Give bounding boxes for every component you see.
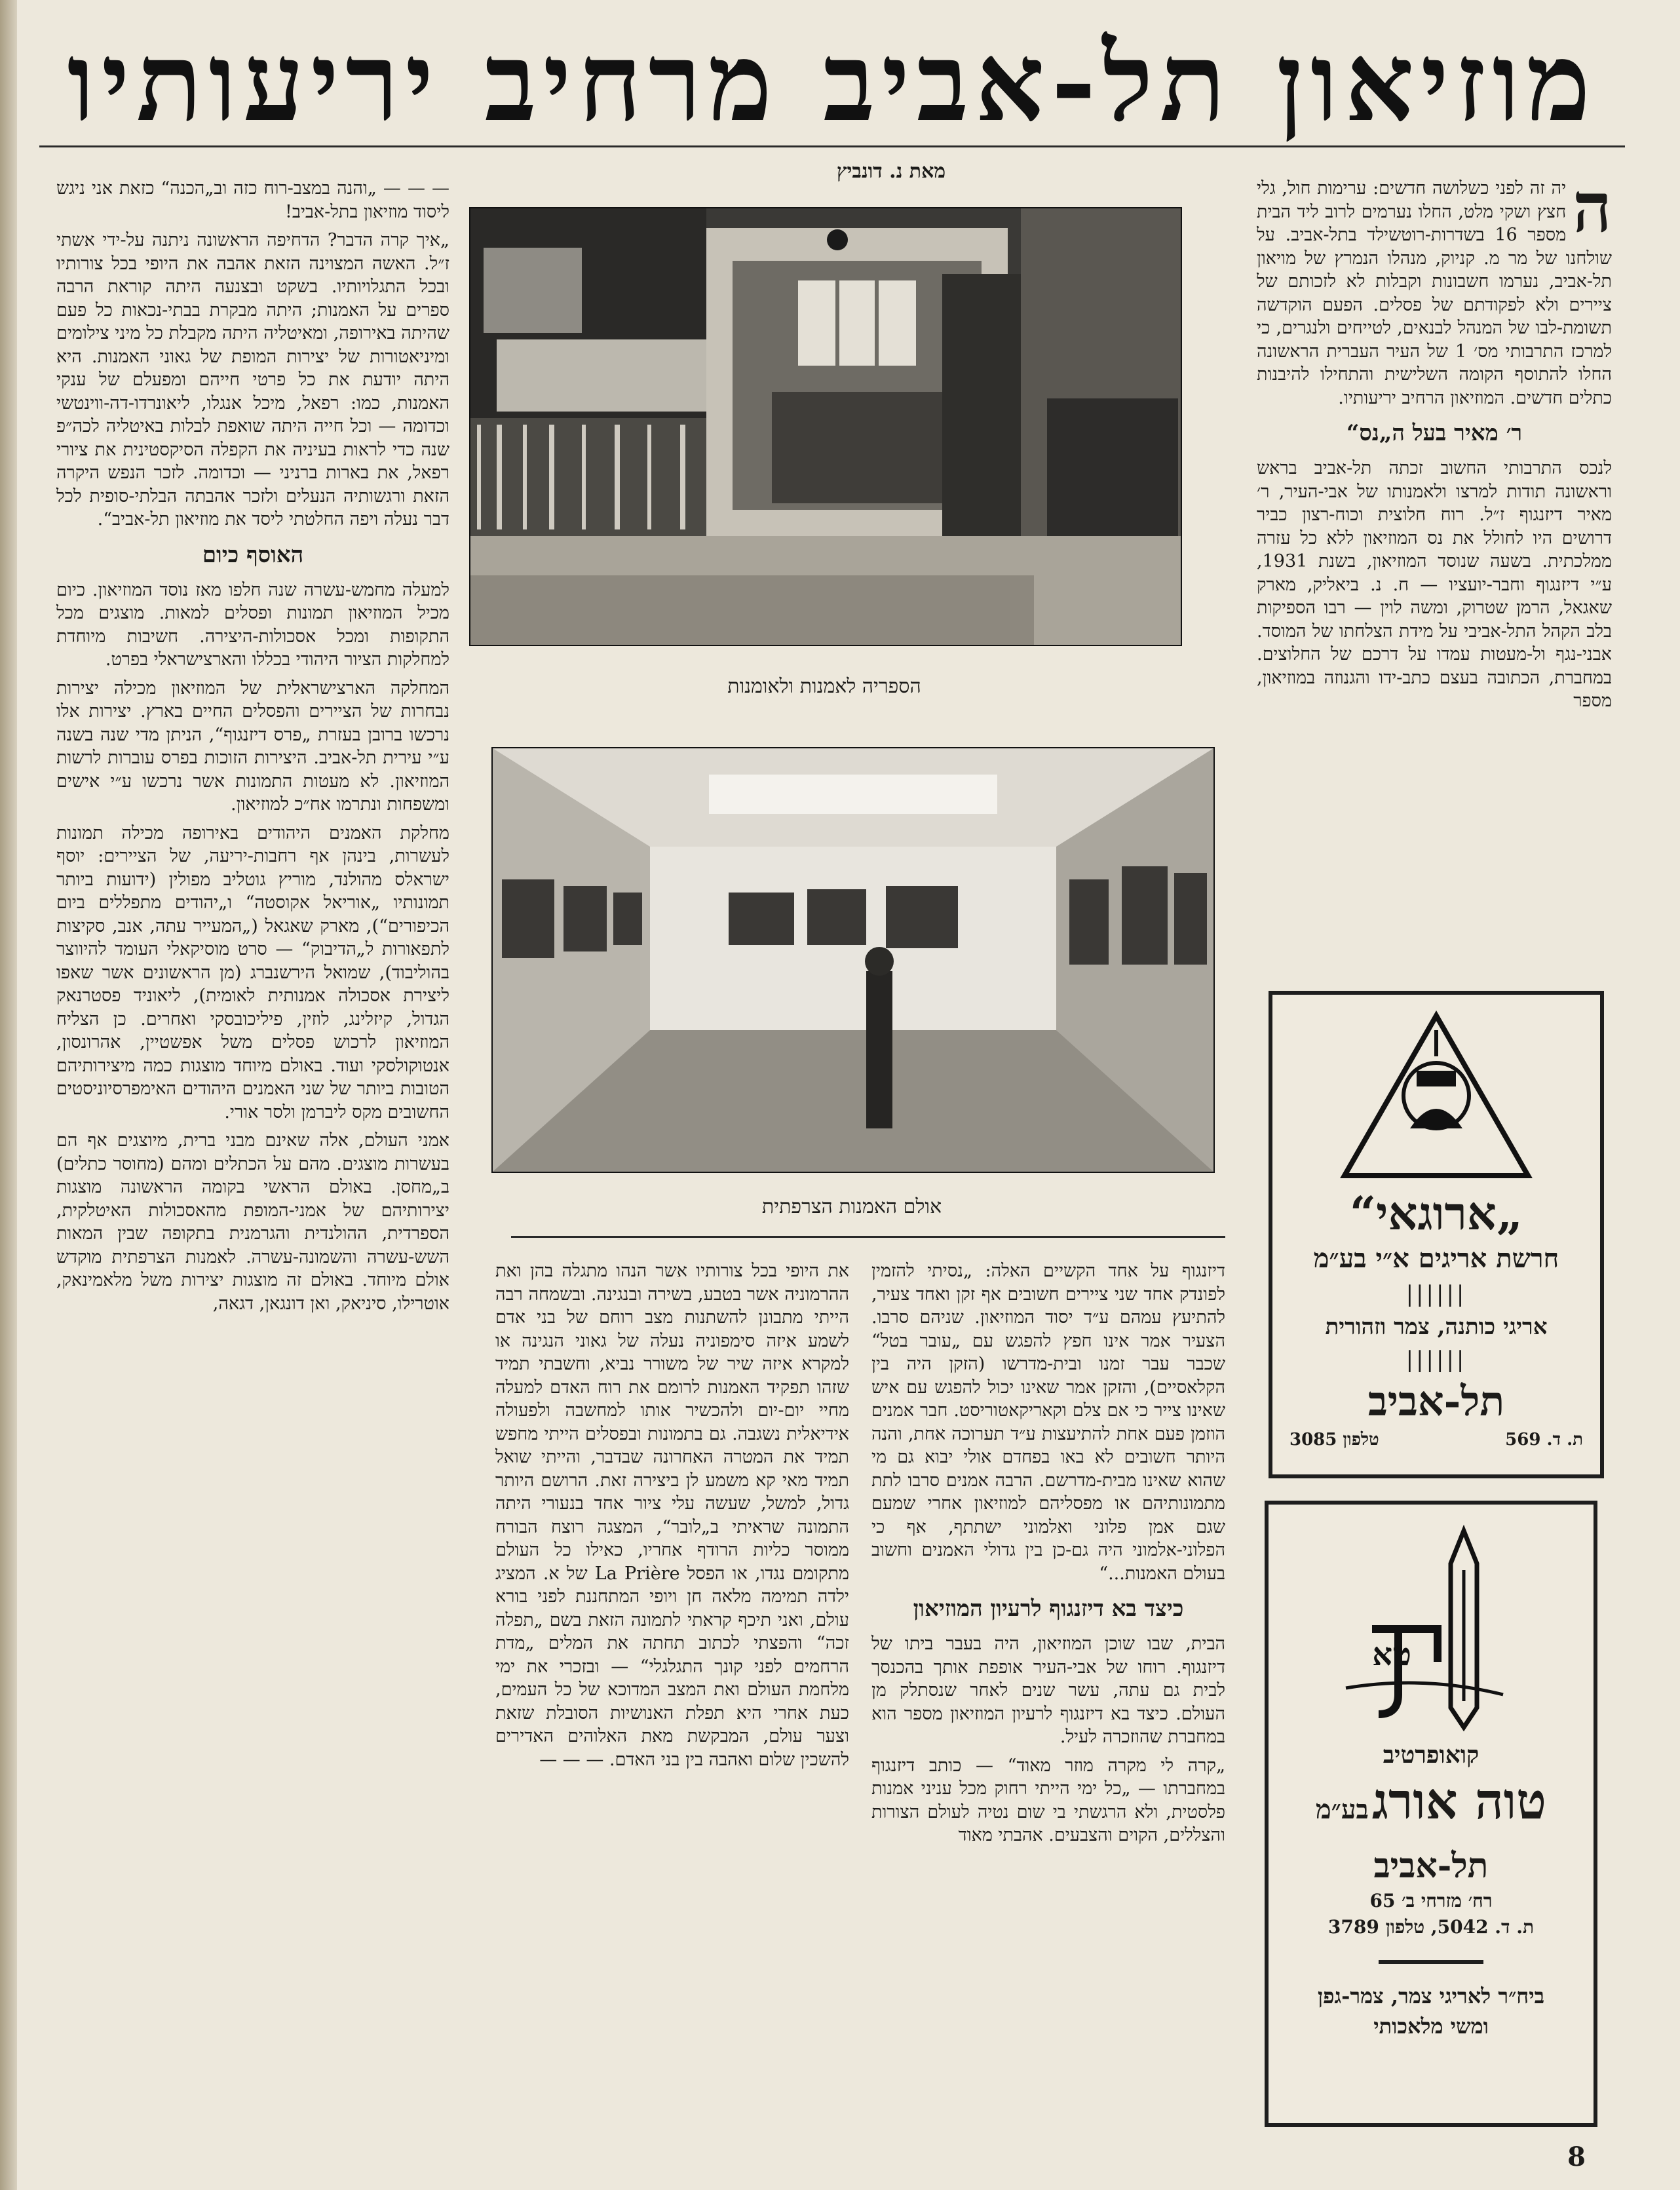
subheading: כיצד בא דיזנגוף לרעיון המוזיאון — [913, 1596, 1184, 1622]
arogai-city: תל-אביב — [1367, 1377, 1505, 1425]
subheading: האוסף כיום — [202, 541, 304, 568]
paragraph: לנכס התרבותי החשוב זכתה תל-אביב בראש וראשונה תודות למרצו ולאמנותו של אבי-העיר, ר׳ מאיר דיזנגוף ז״ל. רוח חלוצית וכוח-רצון כביר דרושים היו לחולל את נס המוזיאון ללא כל עזרה ממלכתית. בשעה שנוסד המוזיאון, בשנת 1931, ע״י דיזנגוף וחבר-יועציו — ח. נ. ביאליק, מארק שאגאל, הרמן שטרוק, ומשה לוין — רבו הספיקות בלב הקהל התל-אביבי על מידת הצלחתו של המוסד. אבני-נגף ול-מעטות עמדו על דרכם של החלוצים. במחברת, הכתובה בעצם כתב-ידו והגנוזה במוזיאון, מספר — [1257, 458, 1612, 711]
arogai-logo-icon — [1338, 1010, 1535, 1181]
paragraph: „קרה לי מקרה מוזר מאוד“ — כותב דיזנגוף במחברתו — „כל ימי הייתי רחוק מכל עניני אמנות פלסטית, ולא הרגשתי בי שום נטיה לעולם הצורות והצללים, הקוים והצבעים. אהבתי מאוד — [871, 1755, 1225, 1845]
ornament-divider: |||||| — [1405, 1347, 1467, 1373]
library-photo-image — [470, 208, 1181, 645]
toveh-street: רח׳ מזרחי ב׳ 65 — [1369, 1890, 1493, 1911]
paragraph: הבית, שבו שוכן המוזיאון, היה בעבר ביתו של דיזנגוף. רוחו של אבי-העיר אופפת אותך בהכנסך לבית גם עתה, עשר שנים לאחר שנסתלק מן העולם. כיצד בא דיזנגוף לרעיון המוזיאון מספר הוא במחברת שהוזכרה לעיל. — [871, 1634, 1225, 1747]
ad-divider — [1379, 1960, 1483, 1964]
toveh-coop: קואופרטיב — [1383, 1741, 1480, 1769]
paragraph: — — — „והנה במצב-רוח כזה וב„הכנה“ כזאת אני ניגש ליסוד מוזיאון בתל-אביב! — [56, 178, 449, 222]
right-column — [1257, 177, 1612, 970]
arogai-pobox: ת. ד. 569 — [1505, 1430, 1583, 1450]
drop-cap: ה — [1573, 177, 1612, 248]
paragraph: המחלקה הארצישראלית של המוזיאון מכילה יצירות נבחרות של הציירים והפסלים החיים בארץ. יצירות אלו נרכשו ברובן בעזרת „פרס דיזנגוף“, הניתן מדי שנה בשנה ע״י עירית תל-אביב. היצירות הזוכות בפרס עוברות לרשות המוזיאון. לא מעטות התמונות אשר נרכשו ע״י אישים ומשפחות ונתרמו אח״כ למוזיאון. — [56, 678, 449, 815]
toveh-name: טוה אורג — [1371, 1772, 1547, 1830]
paragraph: למעלה מחמש-עשרה שנה חלפו מאז נוסד המוזיאון. כיום מכיל המוזיאון תמונות ופסלים למאות. מוצגים מכל התקופות ומכל אסכולות-היצירה. חשיבות מיוחדת למחלקות הציור היהודי בכללו והארצישראלי בפרט. — [56, 579, 449, 670]
toveh-footer1: ביח״ר לאריגי צמר, צמר-גפן — [1317, 1984, 1545, 2008]
page-number: 8 — [1567, 2142, 1586, 2172]
paragraph: אמני העולם, אלה שאינם מבני ברית, מיוצגים אף הם בעשרות מוצגים. מהם על הכתלים ומהם (מחוסר כתלים) ב„מחסן. באולם הראשי בקומה הראשונה מוצגות יצירותיהם של אמני-המופת מהאסכולות האיטלקית, הספרדית, ההולנדית והגרמנית בתקופה שבין המאות השש-עשרה והשמונה-עשרה. לאמנות הצרפתית מוקדש אולם מיוחד. באולם זה מוצגות יצירות משל מלאמינאק, אוטרילו, סיניאק, ואן דונגאן, דגאה, — [56, 1130, 449, 1314]
toveh-footer2: ומשי מלאכותי — [1373, 2014, 1489, 2039]
shuttle-logo-text: טא — [1372, 1636, 1411, 1673]
arogai-phone: טלפון 3085 — [1289, 1430, 1379, 1450]
arogai-line1: חרשת אריגים א״י בע״מ — [1313, 1243, 1559, 1274]
headline: מוזיאון תל-אביב מרחיב יריעותיו — [67, 20, 1597, 144]
paragraph: דיזנגוף על אחד הקשיים האלה: „נסיתי להזמין לפונדק אחד שני ציירים חשובים אף זקן ואחד צעיר, להתיעץ עמהם ע״ד יסוד המוזיאון. שניהם סרבו. הצעיר אמר אינו חפץ להפגש עם „עובר בטל“ שכבר עבר זמנו ובית-מדרשו (הזקן היה בין הקלאסיים), והזקן אמר שאינו יכול להפגש עם איש שאינו צייר כי אם צלם וקאריקאטוריסט. חבר אמנים הוזמן פעם אחת להתיעצות ע״ד תערוכה אחת, והנה היותר חשובים לא באו בפחדם אולי יבוא גם מי שהוא שאינו מבית-מדרשם. הרבה אמנים סרבו לתת מתמונותיהם או מפסליהם למוזיאון אחרי שמעם שגם אמן פלוני ואלמוני ישתתף, אף כי הפלוני-אלמוני היה גם-כן בין גדולי האמנים וחשוב בעולם האמנות...“ — [871, 1261, 1225, 1584]
arogai-name: „ארוגאי“ — [1349, 1186, 1523, 1240]
arogai-line2: אריגי כותנה, צמר וזהורית — [1325, 1314, 1548, 1340]
ornament-divider: |||||| — [1405, 1281, 1467, 1307]
paragraph: את היופי בכל צורותיו אשר הנהו מתגלה בהן ואת ההרמוניה אשר בטבע, בשירה ובנגינה. ובשמחה רבה הייתי מתבונן להשתנות מצב רוחם של בני אדם לשמע איזה סימפוניה נעלה של גאוני הנגינה או למקרא איזה שיר של משורר נביא, וחשבתי תמיד שזהו תפקיד האמנות לרומם את רוח האדם למעלה מחיי יום-יום ולהכשיר אותו למחשבה ולפעולה אידיאלית נשגבה. גם בתמונות ובפסלים הייתי מחפש תמיד את המטרה האחרונה שבדבר, והייתי שואל תמיד מאי קא משמע לן ביצירה זאת. הרושם היותר גדול, למשל, שעשה עלי ציור אחד בנעורי היתה התמונה שראיתי ב„לובר“, המצגה רוצח הבורח ממוסר כליות הרודף אחריו, כאילו כל העולם מתקומם נגדו, או הפסל La Prière של א. המציג ילדה תמימה מלאה חן ויופי המתחננת לפני בורא עולם, ואני תיכף קראתי לתמונה הזאת בשם „תפלה זכה“ והפצתי לכתוב תחתה את המלים „מדת הרחמים לפני קונך התגלגלי“ — ובזכרי את ימי מלחמת העולם ואת המצב המדוכא של כל העמים, כעת אחרי היא תפלת האנושיות הסובלת שזאת וצער עולם, המבקשת מאת האלוהים האדירים להשכין שלום ואהבה בין בני האדם. — — — — [495, 1261, 849, 1770]
library-caption: הספריה לאמנות ולאומנות — [727, 675, 921, 698]
bottom-middle-column — [495, 1259, 849, 2118]
paragraph: „איך קרה הדבר? הדחיפה הראשונה ניתנה על-ידי אשתי ז״ל. האשה המצוינה הזאת אהבה את היופי בכל צורותיו ובכל התגלויותיו. בשקט ובצנעה היתה קוראת הרבה ספרים על האמנות; היתה מבקרת בבתי-נכאות כל פעם שהיתה באירופה, ומאיטליה היתה מקבלת כל מיני צילומים ומיניאטורות של יצירות המופת של גאוני האמנות. היא היתה יודעת את כל פרטי חייהם ומפעלם של ענקי האמנות, כמו: רפאל, מיכל אנגלו, ליאונרדו-דה-ווינטשי וכדומה — וכל חייה היתה שואפת לבלות באיטליה לכה״פ שנה כדי לראות בעיניה את הקפלה הסיקסטינית את ציורי רפאל, את בארות ברניני — וכדומה. לזכר הנפש היקרה הזאת ורגשותיה הנעלים ולזכר אהבתה הבלתי-סופית לכל דבר נעלה ויפה החלטתי ליסד את מוזיאון תל-אביב“. — [56, 230, 449, 529]
paragraph: יה זה לפני כשלושה חדשים: ערימות חול, גלי חצץ ושקי מלט, החלו נערמים לרוב ליד הבית מספר 16 בשדרות-רוטשילד בתל-אביב. על שולחנו של מר מ. קניוק, מנהלו הנמרץ של מויאון תל-אביב, נערמו חשבונות וקבלות לא לזכותם של ציירים ולא לפקודתם של פסלים. הפעם הוקדשה תשומת-לבו של המנהל לבנאים, לטייחים ולנגרים, כי למרכז התרבותי מס׳ 1 של העיר העברית הראשונה החלו להתוסף הקומה השלישית והתחילו להיבנות כתלים חדשים. המוזיאון הרחיב יריעותיו. — [1257, 178, 1612, 408]
headline-rule — [39, 145, 1625, 147]
toveh-suffix: בע״מ — [1315, 1794, 1369, 1825]
library-photo — [469, 207, 1182, 646]
arogai-ad — [1269, 991, 1604, 1478]
bottom-right-column — [871, 1259, 1225, 2118]
subheading: ר׳ מאיר בעל ה„נס“ — [1346, 420, 1523, 446]
french-hall-caption: אולם האמנות הצרפתית — [761, 1195, 942, 1218]
toveh-name-row — [1269, 1772, 1594, 1845]
shuttle-logo-icon — [1333, 1524, 1529, 1734]
page-binding — [0, 0, 17, 2190]
byline: מאת נ. דונביץ — [836, 160, 946, 183]
paragraph: מחלקת האמנים היהודים באירופה מכילה תמונות לעשרות, בינהן אף רחבות-יריעה, של הציירים: יוסף ישראלס מהולנד, מוריץ גוטליב מפולין (ידועות ביותר תמונותיו „אוריאל אקוסטה“ ו„יהודים מתפללים ביום הכיפורים“), מארק שאגאל („המעייר עתה, אנב, סקיצות לתפאורות ל„הדיבוק“ — סרט מוסיקאלי העומד להיווצר בהוליבוד), שמואל הירשנברג (מן הראשונים אשר שאפו ליצירת אסכולה אמנותית לאומית), ליאוניד פסטרנאק הגדול, קיזלינג, לוזין, פיליכובסקי ואחרים. כן הצליח המוזיאון לרכוש פסלים משל אפשטיין, אהרונסון, אנטוקולסקי ועוד. באולם מיוחד מוצגות כמה מיצירותיהם הטובות ביותר של שני האמנים היהודים האימפרסיוניסטים החשובים מקס ליברמן ולסר אורי. — [56, 822, 449, 1123]
french-hall-photo-image — [493, 748, 1213, 1172]
toveh-contact: ת. ד. 5042, טלפון 3789 — [1327, 1916, 1535, 1938]
section-rule — [511, 1236, 1225, 1238]
arogai-contact-row — [1272, 1426, 1600, 1450]
left-column — [56, 177, 449, 2130]
french-hall-photo — [491, 747, 1215, 1173]
toveh-city: תל-אביב — [1373, 1846, 1489, 1886]
toveh-oreg-ad — [1265, 1501, 1597, 2127]
